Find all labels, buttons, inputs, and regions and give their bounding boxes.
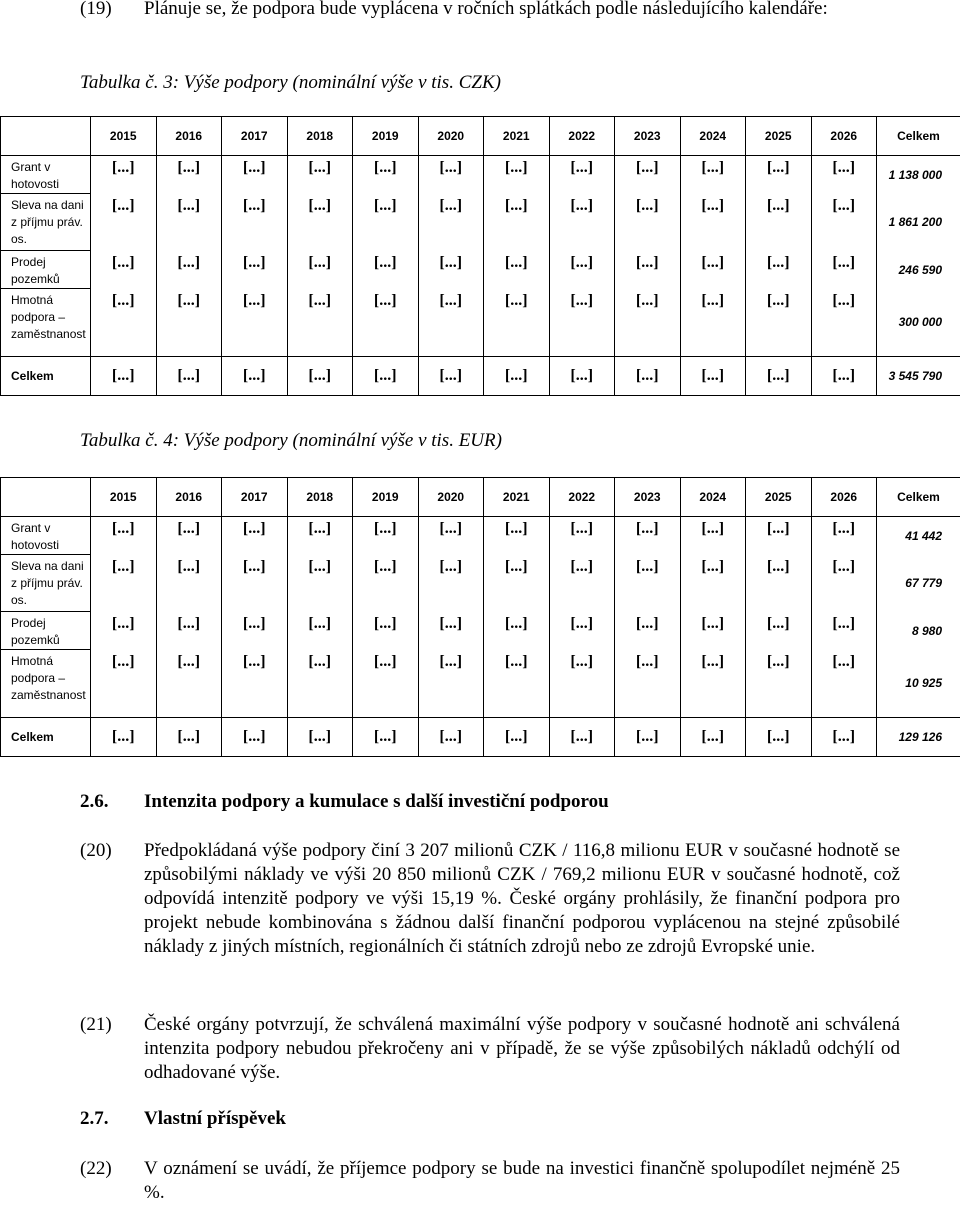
redacted-cell: [...] bbox=[746, 194, 812, 251]
redacted-cell: [...] bbox=[746, 251, 812, 289]
redacted-cell: [...] bbox=[746, 357, 812, 396]
paragraph-number: (19) bbox=[80, 0, 112, 19]
year-header: 2021 bbox=[484, 478, 550, 517]
redacted-cell: [...] bbox=[353, 718, 419, 757]
year-header: 2018 bbox=[287, 478, 353, 517]
redacted-cell: [...] bbox=[549, 718, 615, 757]
paragraph-number: (22) bbox=[80, 1158, 112, 1179]
year-header: 2023 bbox=[615, 478, 681, 517]
redacted-cell: [...] bbox=[418, 156, 484, 194]
redacted-cell: [...] bbox=[222, 289, 288, 357]
redacted-cell: [...] bbox=[287, 251, 353, 289]
redacted-cell: [...] bbox=[811, 718, 877, 757]
redacted-cell: [...] bbox=[680, 650, 746, 718]
section-title: Vlastní příspěvek bbox=[144, 1108, 286, 1129]
redacted-cell: [...] bbox=[156, 194, 222, 251]
redacted-cell: [...] bbox=[484, 612, 550, 650]
table-row bbox=[1, 650, 960, 718]
total-label: Celkem bbox=[1, 718, 91, 757]
table-row bbox=[1, 156, 960, 194]
total-row bbox=[1, 718, 960, 757]
year-header: 2022 bbox=[549, 478, 615, 517]
total-header: Celkem bbox=[877, 478, 960, 517]
table-row bbox=[1, 194, 960, 251]
redacted-cell: [...] bbox=[222, 517, 288, 555]
year-header: 2021 bbox=[484, 117, 550, 156]
redacted-cell: [...] bbox=[549, 612, 615, 650]
redacted-cell: [...] bbox=[615, 357, 681, 396]
redacted-cell: [...] bbox=[353, 517, 419, 555]
year-header: 2016 bbox=[156, 117, 222, 156]
redacted-cell: [...] bbox=[287, 289, 353, 357]
redacted-cell: [...] bbox=[549, 289, 615, 357]
table-3 bbox=[0, 116, 960, 396]
redacted-cell: [...] bbox=[287, 718, 353, 757]
redacted-cell: [...] bbox=[91, 555, 157, 612]
redacted-cell: [...] bbox=[418, 612, 484, 650]
redacted-cell: [...] bbox=[484, 156, 550, 194]
table-3-caption: Tabulka č. 3: Výše podpory (nominální výše v tis. CZK) bbox=[80, 72, 501, 93]
redacted-cell: [...] bbox=[91, 612, 157, 650]
total-row bbox=[1, 357, 960, 396]
paragraph-text: České orgány potvrzují, že schválená maximální výše podpory v současné hodnotě ani schválená intenzita podpory nebudou překročeny ani v případě, že se výše způsobilých nákladů odchýlí od odhadované výše. bbox=[144, 1014, 900, 1083]
total-header: Celkem bbox=[877, 117, 960, 156]
redacted-cell: [...] bbox=[549, 555, 615, 612]
year-header: 2020 bbox=[418, 478, 484, 517]
redacted-cell: [...] bbox=[353, 612, 419, 650]
row-label: Hmotná podpora – zaměstnanost bbox=[1, 650, 91, 718]
redacted-cell: [...] bbox=[91, 194, 157, 251]
table-4-caption: Tabulka č. 4: Výše podpory (nominální výše v tis. EUR) bbox=[80, 430, 502, 451]
year-header: 2026 bbox=[811, 478, 877, 517]
redacted-cell: [...] bbox=[156, 517, 222, 555]
redacted-cell: [...] bbox=[353, 650, 419, 718]
row-label: Sleva na dani z příjmu práv. os. bbox=[1, 555, 91, 612]
table-row bbox=[1, 555, 960, 612]
redacted-cell: [...] bbox=[680, 555, 746, 612]
redacted-cell: [...] bbox=[484, 289, 550, 357]
redacted-cell: [...] bbox=[615, 555, 681, 612]
redacted-cell: [...] bbox=[156, 289, 222, 357]
year-header: 2022 bbox=[549, 117, 615, 156]
redacted-cell: [...] bbox=[680, 357, 746, 396]
year-header: 2019 bbox=[353, 117, 419, 156]
redacted-cell: [...] bbox=[484, 650, 550, 718]
row-total: 300 000 bbox=[877, 289, 960, 357]
redacted-cell: [...] bbox=[156, 718, 222, 757]
redacted-cell: [...] bbox=[746, 156, 812, 194]
redacted-cell: [...] bbox=[222, 156, 288, 194]
redacted-cell: [...] bbox=[156, 357, 222, 396]
redacted-cell: [...] bbox=[811, 650, 877, 718]
row-total: 246 590 bbox=[877, 251, 960, 289]
row-label: Prodej pozemků bbox=[1, 612, 91, 650]
paragraph-text: V oznámení se uvádí, že příjemce podpory se bude na investici finančně spolupodílet nejméně 25 %. bbox=[144, 1158, 900, 1203]
redacted-cell: [...] bbox=[156, 555, 222, 612]
redacted-cell: [...] bbox=[287, 612, 353, 650]
redacted-cell: [...] bbox=[680, 718, 746, 757]
row-label: Hmotná podpora – zaměstnanost bbox=[1, 289, 91, 357]
redacted-cell: [...] bbox=[418, 718, 484, 757]
year-header: 2015 bbox=[91, 117, 157, 156]
redacted-cell: [...] bbox=[811, 357, 877, 396]
redacted-cell: [...] bbox=[418, 357, 484, 396]
redacted-cell: [...] bbox=[418, 194, 484, 251]
redacted-cell: [...] bbox=[746, 517, 812, 555]
table-row bbox=[1, 251, 960, 289]
year-header: 2025 bbox=[746, 478, 812, 517]
redacted-cell: [...] bbox=[222, 357, 288, 396]
row-label: Grant v hotovosti bbox=[1, 517, 91, 555]
redacted-cell: [...] bbox=[418, 517, 484, 555]
year-header: 2016 bbox=[156, 478, 222, 517]
redacted-cell: [...] bbox=[287, 194, 353, 251]
redacted-cell: [...] bbox=[353, 289, 419, 357]
redacted-cell: [...] bbox=[287, 555, 353, 612]
redacted-cell: [...] bbox=[811, 612, 877, 650]
redacted-cell: [...] bbox=[549, 156, 615, 194]
row-total: 10 925 bbox=[877, 650, 960, 718]
redacted-cell: [...] bbox=[615, 718, 681, 757]
redacted-cell: [...] bbox=[91, 251, 157, 289]
redacted-cell: [...] bbox=[484, 517, 550, 555]
redacted-cell: [...] bbox=[615, 251, 681, 289]
redacted-cell: [...] bbox=[549, 251, 615, 289]
redacted-cell: [...] bbox=[222, 650, 288, 718]
row-total: 1 861 200 bbox=[877, 194, 960, 251]
redacted-cell: [...] bbox=[680, 289, 746, 357]
redacted-cell: [...] bbox=[91, 357, 157, 396]
redacted-cell: [...] bbox=[156, 612, 222, 650]
redacted-cell: [...] bbox=[91, 289, 157, 357]
year-header: 2023 bbox=[615, 117, 681, 156]
paragraph-number: (20) bbox=[80, 840, 112, 861]
year-header: 2026 bbox=[811, 117, 877, 156]
row-total: 67 779 bbox=[877, 555, 960, 612]
total-label: Celkem bbox=[1, 357, 91, 396]
redacted-cell: [...] bbox=[484, 555, 550, 612]
year-header: 2025 bbox=[746, 117, 812, 156]
redacted-cell: [...] bbox=[811, 517, 877, 555]
redacted-cell: [...] bbox=[549, 517, 615, 555]
year-header: 2015 bbox=[91, 478, 157, 517]
redacted-cell: [...] bbox=[156, 650, 222, 718]
redacted-cell: [...] bbox=[287, 156, 353, 194]
redacted-cell: [...] bbox=[746, 612, 812, 650]
redacted-cell: [...] bbox=[484, 194, 550, 251]
year-header: 2017 bbox=[222, 478, 288, 517]
paragraph-text: Předpokládaná výše podpory činí 3 207 milionů CZK / 116,8 milionu EUR v současné hodnotě se způsobilými náklady ve výši 20 850 milionů CZK / 769,2 milionu EUR v současné hodnotě, což odpovídá intenzitě podpory ve výši 15,19 %. České orgány prohlásily, že finanční podpora pro projekt nebude kombinována s žádnou další finanční podporou vyplácenou na stejné způsobilé náklady z jiných místních, regionálních či státních zdrojů nebo ze zdrojů Evropské unie. bbox=[144, 840, 900, 957]
redacted-cell: [...] bbox=[353, 156, 419, 194]
redacted-cell: [...] bbox=[91, 718, 157, 757]
row-total: 41 442 bbox=[877, 517, 960, 555]
redacted-cell: [...] bbox=[615, 612, 681, 650]
redacted-cell: [...] bbox=[222, 555, 288, 612]
redacted-cell: [...] bbox=[680, 251, 746, 289]
table-row bbox=[1, 612, 960, 650]
header-corner bbox=[1, 478, 91, 517]
table-row bbox=[1, 517, 960, 555]
paragraph-text: Plánuje se, že podpora bude vyplácena v ročních splátkách podle následujícího kalendáře: bbox=[144, 0, 828, 19]
redacted-cell: [...] bbox=[484, 718, 550, 757]
redacted-cell: [...] bbox=[156, 251, 222, 289]
redacted-cell: [...] bbox=[484, 357, 550, 396]
grand-total: 3 545 790 bbox=[877, 357, 960, 396]
redacted-cell: [...] bbox=[222, 251, 288, 289]
row-label: Sleva na dani z příjmu práv. os. bbox=[1, 194, 91, 251]
redacted-cell: [...] bbox=[418, 650, 484, 718]
redacted-cell: [...] bbox=[287, 357, 353, 396]
redacted-cell: [...] bbox=[680, 156, 746, 194]
redacted-cell: [...] bbox=[746, 289, 812, 357]
redacted-cell: [...] bbox=[91, 650, 157, 718]
redacted-cell: [...] bbox=[353, 555, 419, 612]
redacted-cell: [...] bbox=[549, 194, 615, 251]
section-title: Intenzita podpory a kumulace s další investiční podporou bbox=[144, 791, 609, 812]
redacted-cell: [...] bbox=[680, 194, 746, 251]
grand-total: 129 126 bbox=[877, 718, 960, 757]
redacted-cell: [...] bbox=[418, 289, 484, 357]
redacted-cell: [...] bbox=[680, 517, 746, 555]
redacted-cell: [...] bbox=[811, 555, 877, 612]
header-row bbox=[1, 478, 960, 517]
redacted-cell: [...] bbox=[811, 251, 877, 289]
redacted-cell: [...] bbox=[615, 156, 681, 194]
section-number: 2.7. bbox=[80, 1108, 109, 1129]
redacted-cell: [...] bbox=[222, 718, 288, 757]
redacted-cell: [...] bbox=[287, 517, 353, 555]
redacted-cell: [...] bbox=[811, 289, 877, 357]
redacted-cell: [...] bbox=[549, 650, 615, 718]
row-label: Grant v hotovosti bbox=[1, 156, 91, 194]
year-header: 2018 bbox=[287, 117, 353, 156]
row-total: 1 138 000 bbox=[877, 156, 960, 194]
redacted-cell: [...] bbox=[615, 650, 681, 718]
redacted-cell: [...] bbox=[615, 289, 681, 357]
year-header: 2020 bbox=[418, 117, 484, 156]
redacted-cell: [...] bbox=[91, 156, 157, 194]
redacted-cell: [...] bbox=[746, 650, 812, 718]
redacted-cell: [...] bbox=[353, 251, 419, 289]
redacted-cell: [...] bbox=[418, 555, 484, 612]
redacted-cell: [...] bbox=[353, 194, 419, 251]
redacted-cell: [...] bbox=[222, 194, 288, 251]
redacted-cell: [...] bbox=[418, 251, 484, 289]
redacted-cell: [...] bbox=[615, 517, 681, 555]
redacted-cell: [...] bbox=[615, 194, 681, 251]
redacted-cell: [...] bbox=[156, 156, 222, 194]
redacted-cell: [...] bbox=[811, 194, 877, 251]
table-4 bbox=[0, 477, 960, 757]
year-header: 2019 bbox=[353, 478, 419, 517]
section-number: 2.6. bbox=[80, 791, 109, 812]
redacted-cell: [...] bbox=[484, 251, 550, 289]
redacted-cell: [...] bbox=[680, 612, 746, 650]
row-label: Prodej pozemků bbox=[1, 251, 91, 289]
redacted-cell: [...] bbox=[746, 555, 812, 612]
redacted-cell: [...] bbox=[549, 357, 615, 396]
redacted-cell: [...] bbox=[287, 650, 353, 718]
row-total: 8 980 bbox=[877, 612, 960, 650]
header-row bbox=[1, 117, 960, 156]
header-corner bbox=[1, 117, 91, 156]
year-header: 2017 bbox=[222, 117, 288, 156]
paragraph-number: (21) bbox=[80, 1014, 112, 1035]
redacted-cell: [...] bbox=[91, 517, 157, 555]
year-header: 2024 bbox=[680, 478, 746, 517]
year-header: 2024 bbox=[680, 117, 746, 156]
redacted-cell: [...] bbox=[353, 357, 419, 396]
redacted-cell: [...] bbox=[811, 156, 877, 194]
redacted-cell: [...] bbox=[746, 718, 812, 757]
table-row bbox=[1, 289, 960, 357]
redacted-cell: [...] bbox=[222, 612, 288, 650]
